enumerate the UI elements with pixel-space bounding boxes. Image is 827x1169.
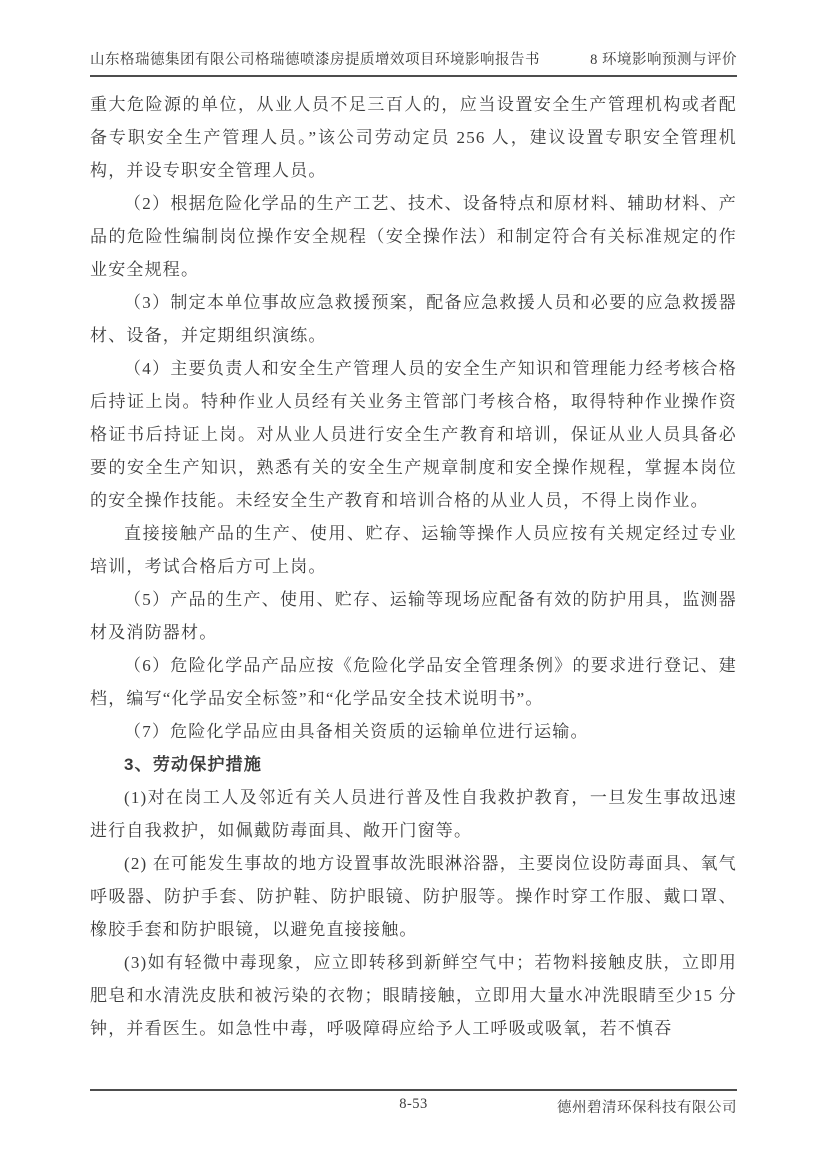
- section-heading-labor-protection: 3、劳动保护措施: [124, 755, 263, 774]
- page-footer: [90, 1089, 737, 1120]
- page-header: [90, 48, 737, 77]
- paragraph-item-7: （7）危险化学品应由具备相关资质的运输单位进行运输。: [124, 722, 589, 741]
- paragraph-item-2: （2）根据危险化学品的生产工艺、技术、设备特点和原材料、辅助材料、产品的危险性编制岗位操作安全规程（安全操作法）和制定符合有关标准规定的作业安全规程。: [90, 194, 737, 279]
- paragraph-labor-1: (1)对在岗工人及邻近有关人员进行普及性自我救护教育，一旦发生事故迅速进行自我救护，如佩戴防毒面具、敞开门窗等。: [90, 788, 737, 840]
- footer-company-name: 德州碧清环保科技有限公司: [557, 1100, 737, 1116]
- paragraph-labor-3: (3)如有轻微中毒现象，应立即转移到新鲜空气中；若物料接触皮肤，立即用肥皂和水清洗皮肤和被污染的衣物；眼睛接触，立即用大量水冲洗眼睛至少15 分钟，并看医生。如急性中毒，呼吸障碍应给予人工呼吸或吸氧，若不慎吞: [90, 953, 737, 1038]
- paragraph-continuation: 重大危险源的单位，从业人员不足三百人的，应当设置安全生产管理机构或者配备专职安全生产管理人员。”该公司劳动定员 256 人，建议设置专职安全管理机构，并设专职安全管理人员。: [90, 95, 737, 180]
- header-report-title: 山东格瑞德集团有限公司格瑞德喷漆房提质增效项目环境影响报告书: [90, 52, 540, 68]
- paragraph-labor-2: (2) 在可能发生事故的地方设置事故洗眼淋浴器，主要岗位设防毒面具、氧气呼吸器、防护手套、防护鞋、防护眼镜、防护服等。操作时穿工作服、戴口罩、橡胶手套和防护眼镜，以避免直接接触。: [90, 854, 737, 939]
- paragraph-training: 直接接触产品的生产、使用、贮存、运输等操作人员应按有关规定经过专业培训，考试合格后方可上岗。: [90, 524, 737, 576]
- page-number: 8-53: [399, 1096, 428, 1112]
- document-body: [90, 88, 737, 1045]
- paragraph-item-6: （6）危险化学品产品应按《危险化学品安全管理条例》的要求进行登记、建档，编写“化学品安全标签”和“化学品安全技术说明书”。: [90, 656, 737, 708]
- paragraph-item-3: （3）制定本单位事故应急救援预案，配备应急救援人员和必要的应急救援器材、设备，并定期组织演练。: [90, 293, 737, 345]
- header-chapter-title: 8 环境影响预测与评价: [590, 52, 737, 68]
- paragraph-item-5: （5）产品的生产、使用、贮存、运输等现场应配备有效的防护用具，监测器材及消防器材。: [90, 590, 737, 642]
- paragraph-item-4: （4）主要负责人和安全生产管理人员的安全生产知识和管理能力经考核合格后持证上岗。特种作业人员经有关业务主管部门考核合格，取得特种作业操作资格证书后持证上岗。对从业人员进行安全生产教育和培训，保证从业人员具备必要的安全生产知识，熟悉有关的安全生产规章制度和安全操作规程，掌握本岗位的安全操作技能。未经安全生产教育和培训合格的从业人员，不得上岗作业。: [90, 359, 737, 510]
